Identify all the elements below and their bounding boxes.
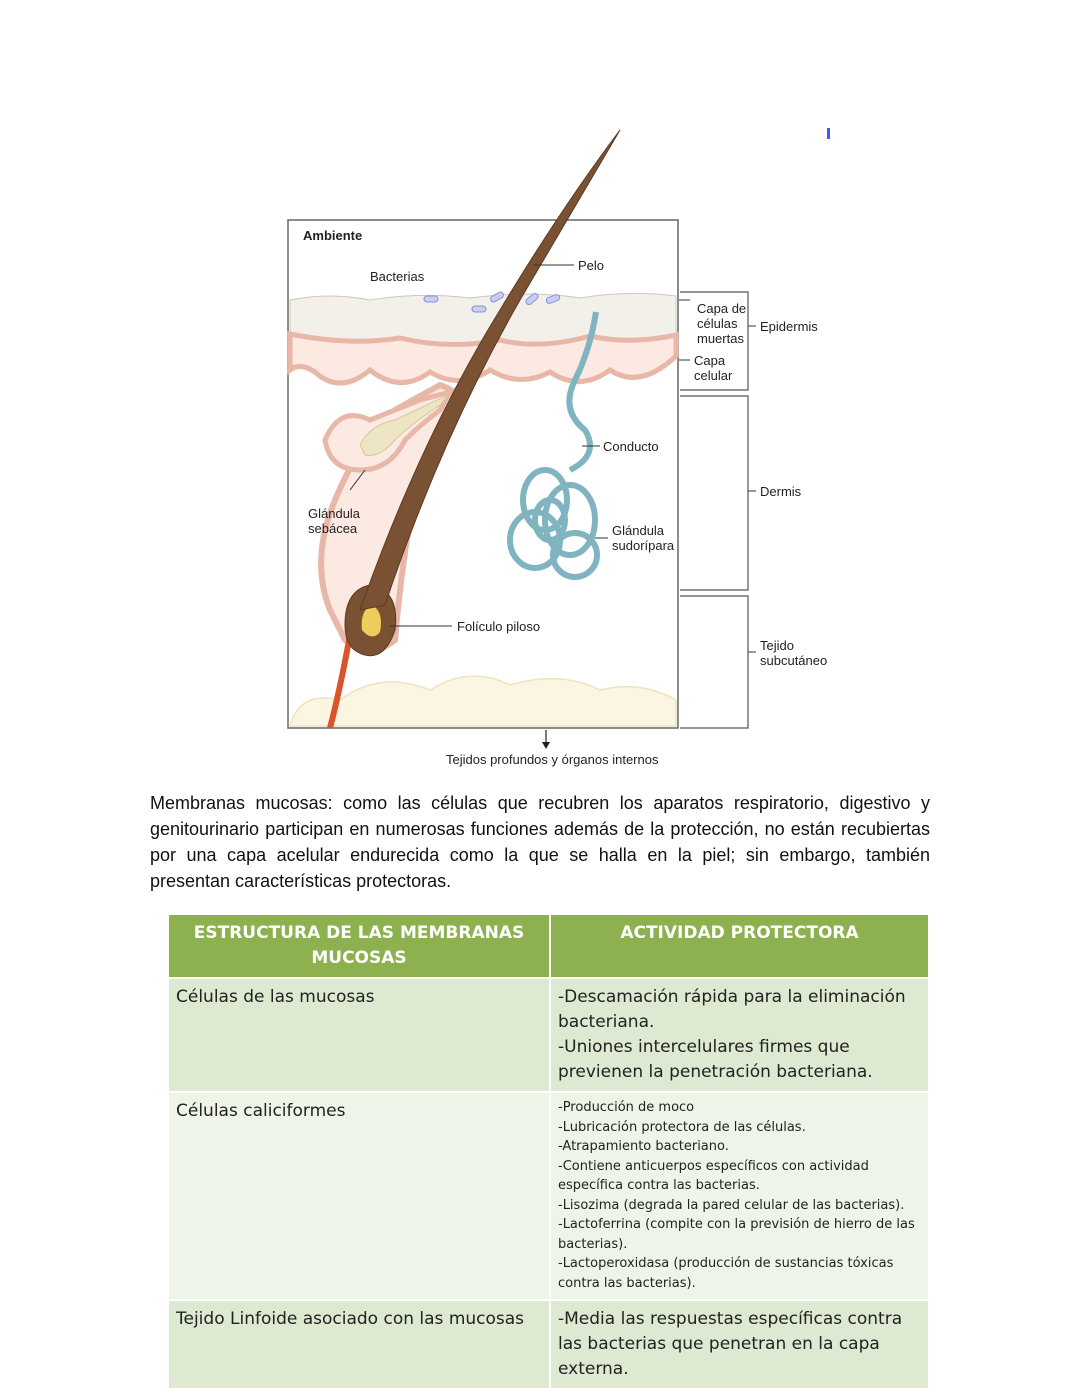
label-glandula-sudoripara-2: sudorípara <box>612 538 675 553</box>
row-structure: Células caliciformes <box>168 1092 550 1300</box>
label-glandula-sebacea-1: Glándula <box>308 506 361 521</box>
label-tejidos-profundos: Tejidos profundos y órganos internos <box>446 752 659 767</box>
table-header-row <box>168 914 929 978</box>
label-tejido-sub-2: subcutáneo <box>760 653 828 668</box>
row-structure: Tejido Linfoide asociado con las mucosas <box>168 1300 550 1389</box>
activity-item: -Atrapamiento bacteriano. <box>558 1139 729 1154</box>
label-capa-muertas-3: muertas <box>697 331 744 346</box>
mucous-membranes-paragraph: Membranas mucosas: como las células que recubren los aparatos respiratorio, digestivo y genitourinario participan en numerosas funciones además de la protección, no están recubiertas por una capa acelular endurecida como la que se halla en la piel; sin embargo, también presentan características protectoras. <box>150 793 930 891</box>
row-activity <box>550 978 929 1092</box>
table-row <box>168 978 929 1092</box>
activity-item: -Producción de moco <box>558 1100 695 1115</box>
activity-item: -Media las respuestas específicas contra las bacterias que penetran en la capa externa. <box>558 1309 903 1379</box>
label-ambiente: Ambiente <box>303 228 363 243</box>
label-capa-celular-1: Capa <box>694 353 726 368</box>
label-tejido-sub-1: Tejido <box>760 638 794 653</box>
header-structure-line1: ESTRUCTURA DE LAS MEMBRANAS <box>193 923 525 943</box>
activity-item: -Lactoperoxidasa (producción de sustancias tóxicas contra las bacterias). <box>558 1256 894 1291</box>
label-capa-muertas-2: células <box>697 316 738 331</box>
label-capa-celular-2: celular <box>694 368 733 383</box>
activity-item: -Lubricación protectora de las células. <box>558 1119 806 1135</box>
label-pelo: Pelo <box>578 258 605 273</box>
label-glandula-sudoripara-1: Glándula <box>612 523 665 538</box>
header-structure <box>168 914 550 978</box>
label-dermis: Dermis <box>760 484 802 499</box>
table-row <box>168 1092 929 1300</box>
label-glandula-sebacea-2: sebácea <box>308 521 358 536</box>
dead-cell-layer <box>290 293 676 344</box>
activity-item: -Lactoferrina (compite con la previsión de hierro de las bacterias). <box>558 1217 915 1252</box>
table-row <box>168 1300 929 1389</box>
label-bacterias: Bacterias <box>370 269 425 284</box>
header-structure-line2: MUCOSAS <box>311 948 407 968</box>
label-conducto: Conducto <box>603 439 659 454</box>
row-structure: Células de las mucosas <box>168 978 550 1092</box>
label-capa-muertas-1: Capa de <box>697 301 747 316</box>
row-activity <box>550 1300 929 1389</box>
activity-item: -Descamación rápida para la eliminación bacteriana. <box>558 987 906 1032</box>
label-foliculo-piloso: Folículo piloso <box>457 619 541 634</box>
row-activity <box>550 1092 929 1300</box>
activity-item: -Lisozima (degrada la pared celular de las bacterias). <box>558 1197 905 1213</box>
label-epidermis: Epidermis <box>760 319 818 334</box>
activity-item: -Uniones intercelulares firmes que previenen la penetración bacteriana. <box>558 1037 873 1082</box>
header-activity: ACTIVIDAD PROTECTORA <box>550 914 929 978</box>
activity-item: -Contiene anticuerpos específicos con actividad específica contra las bacterias. <box>558 1158 869 1193</box>
mucous-membranes-table <box>167 913 930 1390</box>
